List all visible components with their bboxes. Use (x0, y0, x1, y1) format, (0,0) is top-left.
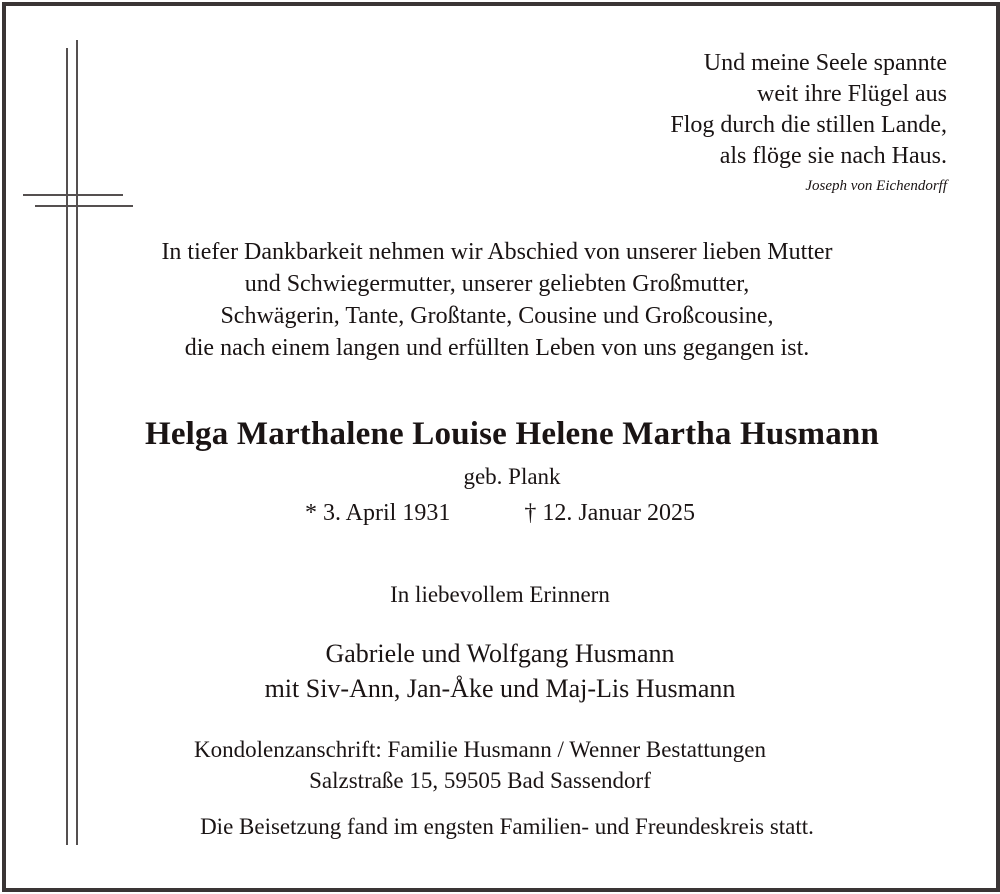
condolence-address (0, 734, 980, 796)
intro-line: die nach einem langen und erfüllten Leben von uns gegangen ist. (184, 335, 810, 361)
poem-line: Flog durch die stillen Lande, (670, 112, 947, 138)
birth-date: * 3. April 1931 (305, 500, 451, 526)
poem-line: weit ihre Flügel aus (757, 81, 947, 107)
remembrance-text: In liebevollem Erinnern (390, 582, 610, 607)
deceased-name: Helga Marthalene Louise Helene Martha Husmann (144, 416, 880, 452)
poem-line: als flöge sie nach Haus. (719, 143, 947, 169)
intro-text (0, 236, 997, 364)
address-line: Kondolenzanschrift: Familie Husmann / Wenner Bestattungen (194, 737, 766, 762)
family-line: mit Siv-Ann, Jan-Åke und Maj-Lis Husmann (264, 674, 736, 703)
family-names (0, 636, 1000, 706)
poem-line: Und meine Seele spannte (703, 50, 947, 76)
intro-line: und Schwiegermutter, unserer geliebten Großmutter, (244, 271, 750, 297)
death-date: † 12. Januar 2025 (524, 500, 695, 526)
family-line: Gabriele und Wolfgang Husmann (325, 639, 675, 668)
poem-author: Joseph von Eichendorff (805, 178, 947, 194)
intro-line: In tiefer Dankbarkeit nehmen wir Abschied von unserer lieben Mutter (161, 239, 833, 265)
birth-name: geb. Plank (463, 464, 561, 489)
burial-note: Die Beisetzung fand im engsten Familien- und Freundeskreis statt. (200, 814, 814, 839)
intro-line: Schwägerin, Tante, Großtante, Cousine und Großcousine, (220, 303, 774, 329)
address-line: Salzstraße 15, 59505 Bad Sassendorf (309, 768, 651, 793)
life-dates (0, 500, 1000, 527)
poem-quote (670, 48, 947, 172)
